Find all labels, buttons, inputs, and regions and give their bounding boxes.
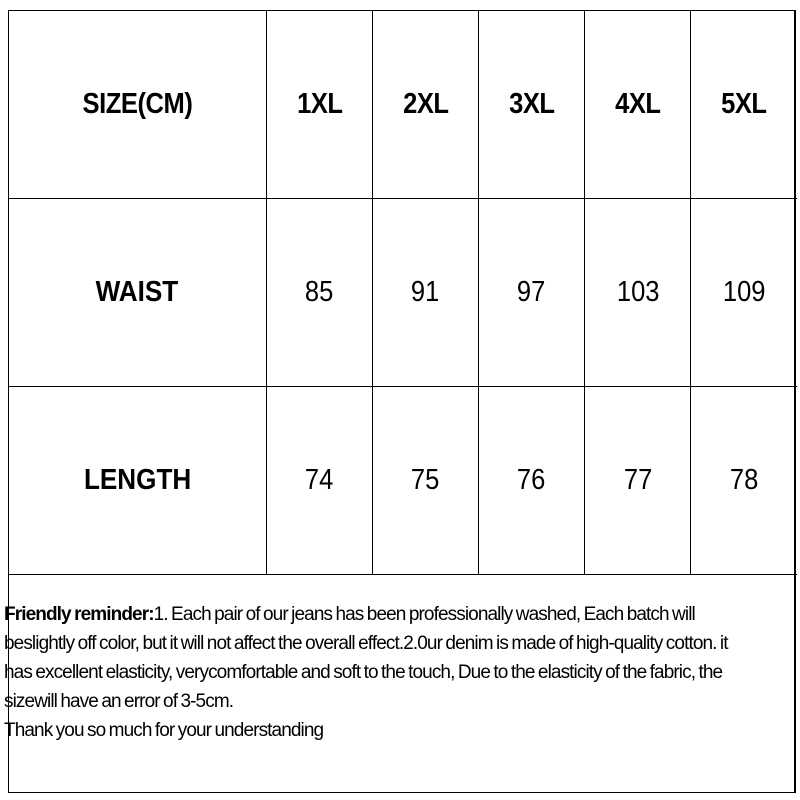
friendly-reminder	[4, 600, 779, 745]
reminder-line: Friendly reminder:1. Each pair of our jeans has been professionally washed, Each batch will	[4, 604, 695, 625]
reminder-line: beslightly off color, but it will not affect the overall effect.2.0ur denim is made of high-quality cotton. it	[4, 633, 728, 654]
header-cell: 4XL	[585, 11, 691, 199]
reminder-title: Friendly reminder:	[4, 604, 154, 625]
header-cell: SIZE(CM)	[9, 11, 266, 199]
table-cell: 85	[266, 199, 372, 387]
header-cell: 1XL	[266, 11, 372, 199]
row-label: WAIST	[9, 199, 266, 387]
table-cell: 74	[266, 387, 372, 575]
reminder-thanks: Thank you so much for your understanding	[4, 720, 324, 741]
header-cell: 2XL	[372, 11, 478, 199]
table-row-waist	[9, 199, 797, 387]
table-row-length	[9, 387, 797, 575]
table-cell: 77	[585, 387, 691, 575]
table-header-row	[9, 11, 797, 199]
row-label: LENGTH	[9, 387, 266, 575]
table-cell: 78	[691, 387, 797, 575]
header-cell: 3XL	[479, 11, 585, 199]
header-cell: 5XL	[691, 11, 797, 199]
table-cell: 103	[585, 199, 691, 387]
table-cell: 97	[479, 199, 585, 387]
size-table	[9, 11, 797, 575]
table-cell: 75	[372, 387, 478, 575]
table-cell: 109	[691, 199, 797, 387]
reminder-line: has excellent elasticity, verycomfortable and soft to the touch, Due to the elasticity of the fabric, the	[4, 662, 723, 683]
reminder-line: sizewill have an error of 3-5cm.	[4, 691, 234, 712]
table-cell: 76	[479, 387, 585, 575]
table-cell: 91	[372, 199, 478, 387]
